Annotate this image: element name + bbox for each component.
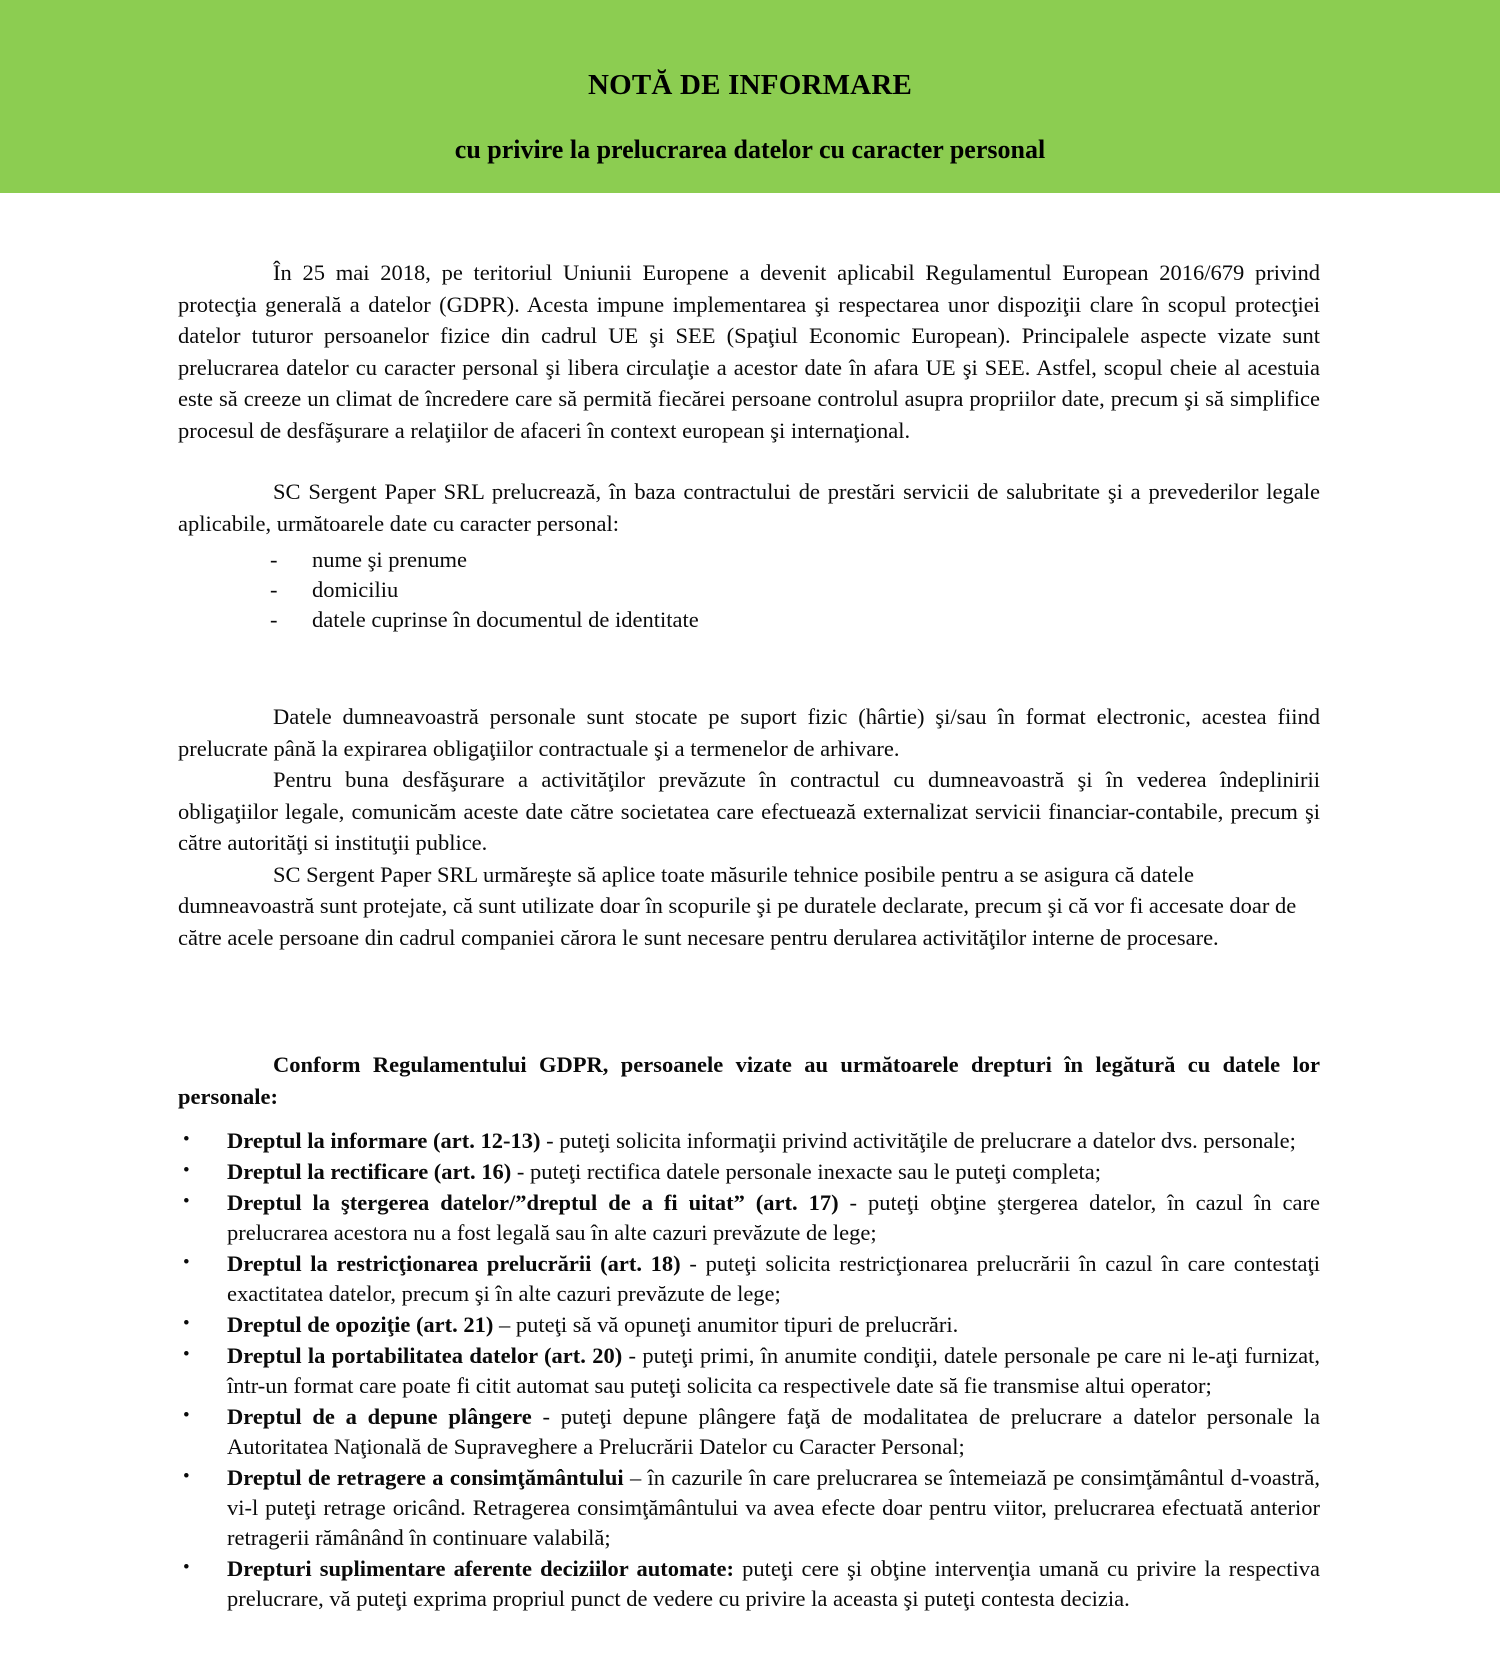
right-term: Dreptul de retragere a consimţământului bbox=[227, 1465, 624, 1490]
list-item bbox=[178, 1554, 1320, 1614]
storage-paragraph: Datele dumneavoastră personale sunt stocate pe suport fizic (hârtie) şi/sau în format electronic, acestea fiind prelucrate până la expirarea obligaţiilor contractuale şi a termenelor de arhivare. bbox=[178, 704, 1320, 761]
list-item bbox=[178, 545, 1320, 575]
bullet-icon: • bbox=[183, 1252, 190, 1273]
security-measures-paragraph: SC Sergent Paper SRL urmăreşte să aplice toate măsurile tehnice posibile pentru a se asigura că datele dumneavoastră sunt protejate, că sunt utilizate doar în scopurile şi pe duratele declarate, precum şi că vor fi accesate doar de către acele persoane din cadrul companiei cărora le sunt necesare pentru derularea activităţilor interne de procesare. bbox=[178, 861, 1297, 950]
bullet-icon: • bbox=[183, 1466, 190, 1487]
right-description: - puteţi solicita informaţii privind activităţile de prelucrare a datelor dvs. personale; bbox=[540, 1128, 1296, 1153]
bullet-icon: • bbox=[183, 1557, 190, 1578]
processed-data-intro-paragraph: SC Sergent Paper SRL prelucrează, în baza contractului de prestări servicii de salubritate şi a prevederilor legale aplicabile, următoarele date cu caracter personal: bbox=[178, 479, 1320, 536]
document-header-band bbox=[0, 0, 1500, 193]
rights-list bbox=[178, 1126, 1320, 1614]
section-gap bbox=[178, 953, 1320, 1049]
right-description: - puteţi primi, în anumite condiţii, datele personale pe care ni le-aţi furnizat, într-un format care poate fi citit automat sau puteţi solicita ca respectivele date să fie transmise altui operator; bbox=[227, 1343, 1321, 1398]
right-term: Drepturi suplimentare aferente deciziilor automate: bbox=[227, 1556, 734, 1581]
disclosure-paragraph: Pentru buna desfăşurare a activităţilor prevăzute în contractul cu dumneavoastră şi în vederea îndeplinirii obligaţiilor legale, comunicăm aceste date către societatea care efectuează externalizat servicii financiar-contabile, precum şi către autorităţi si instituţii publice. bbox=[178, 767, 1320, 855]
right-term: Dreptul la restricţionarea prelucrării (art. 18) bbox=[227, 1251, 681, 1276]
right-description: - puteţi depune plângere faţă de modalitatea de prelucrare a datelor personale la Autoritatea Naţională de Supraveghere a Prelucrării Datelor cu Caracter Personal; bbox=[227, 1404, 1320, 1459]
right-description: – puteţi să vă opuneţi anumitor tipuri de prelucrări. bbox=[493, 1312, 959, 1337]
right-description: – în cazurile în care prelucrarea se întemeiază pe consimţământul d-voastră, vi-l puteţi retrage oricând. Retragerea consimţământului va avea efecte doar pentru viitor, prelucrarea efectuată anterior retragerii rămânând în continuare valabilă; bbox=[227, 1465, 1320, 1550]
bullet-icon: • bbox=[183, 1160, 190, 1181]
list-item-label: nume şi prenume bbox=[312, 547, 467, 572]
dash-marker: - bbox=[270, 607, 278, 632]
right-term: Dreptul de opoziţie (art. 21) bbox=[227, 1312, 494, 1337]
page-title: NOTĂ DE INFORMARE bbox=[587, 69, 912, 101]
rights-section-heading: Conform Regulamentului GDPR, persoanele vizate au următoarele drepturi în legătură cu datele lor personale: bbox=[178, 1052, 1320, 1109]
right-term: Dreptul de a depune plângere bbox=[227, 1404, 532, 1429]
list-item bbox=[178, 1341, 1320, 1401]
dash-marker: - bbox=[270, 547, 278, 572]
top-spacer bbox=[178, 193, 1320, 257]
bullet-icon: • bbox=[183, 1191, 190, 1212]
personal-data-list bbox=[178, 545, 1320, 635]
dash-marker: - bbox=[270, 577, 278, 602]
list-item-label: domiciliu bbox=[312, 577, 399, 602]
paragraph-gap bbox=[178, 446, 1320, 476]
right-term: Dreptul la portabilitatea datelor (art. 20) bbox=[227, 1343, 623, 1368]
list-item-label: datele cuprinse în documentul de identitate bbox=[312, 607, 699, 632]
right-description: - puteţi solicita restricţionarea prelucrării în cazul în care contestaţi exactitatea datelor, precum şi în alte cazuri prevăzute de lege; bbox=[227, 1251, 1320, 1306]
bullet-icon: • bbox=[183, 1313, 190, 1334]
right-description: puteţi cere şi obţine intervenţia umană cu privire la respectiva prelucrare, vă puteţi exprima propriul punct de vedere cu privire la aceasta şi puteţi contesta decizia. bbox=[227, 1556, 1320, 1611]
right-term: Dreptul la ştergerea datelor/”dreptul de a fi uitat” (art. 17) bbox=[227, 1190, 839, 1215]
document-body bbox=[0, 193, 1500, 1655]
list-item bbox=[178, 1188, 1320, 1248]
list-item bbox=[178, 1463, 1320, 1553]
page-subtitle: cu privire la prelucrarea datelor cu caracter personal bbox=[454, 135, 1046, 164]
list-item bbox=[178, 1402, 1320, 1462]
list-item bbox=[178, 1310, 1320, 1340]
right-term: Dreptul la rectificare (art. 16) bbox=[227, 1159, 512, 1184]
list-item bbox=[178, 575, 1320, 605]
list-item bbox=[178, 1126, 1320, 1156]
right-description: - puteţi obţine ştergerea datelor, în cazul în care prelucrarea acestora nu a fost legală sau în alte cazuri prevăzute de lege; bbox=[227, 1190, 1320, 1245]
bullet-icon: • bbox=[183, 1129, 190, 1150]
list-item bbox=[178, 1157, 1320, 1187]
right-term: Dreptul la informare (art. 12-13) bbox=[227, 1128, 541, 1153]
paragraph-gap bbox=[178, 635, 1320, 701]
right-description: - puteţi rectifica datele personale inexacte sau le puteţi completa; bbox=[511, 1159, 1102, 1184]
list-item bbox=[178, 605, 1320, 635]
bullet-icon: • bbox=[183, 1344, 190, 1365]
intro-paragraph: În 25 mai 2018, pe teritoriul Uniunii Europene a devenit aplicabil Regulamentul European 2016/679 privind protecţia generală a datelor (GDPR). Acesta impune implementarea şi respectarea unor dispoziţii clare în scopul protecţiei datelor tuturor persoanelor fizice din cadrul UE şi SEE (Spaţiul Economic European). Principalele aspecte vizate sunt prelucrarea datelor cu caracter personal şi libera circulaţie a acestor date în afara UE şi SEE. Astfel, scopul cheie al acestuia este să creeze un climat de încredere care să permită fiecărei persoane controlul asupra propriilor date, precum şi să simplifice procesul de desfăşurare a relaţiilor de afaceri în context european şi internaţional. bbox=[178, 260, 1320, 443]
list-item bbox=[178, 1249, 1320, 1309]
bullet-icon: • bbox=[183, 1405, 190, 1426]
